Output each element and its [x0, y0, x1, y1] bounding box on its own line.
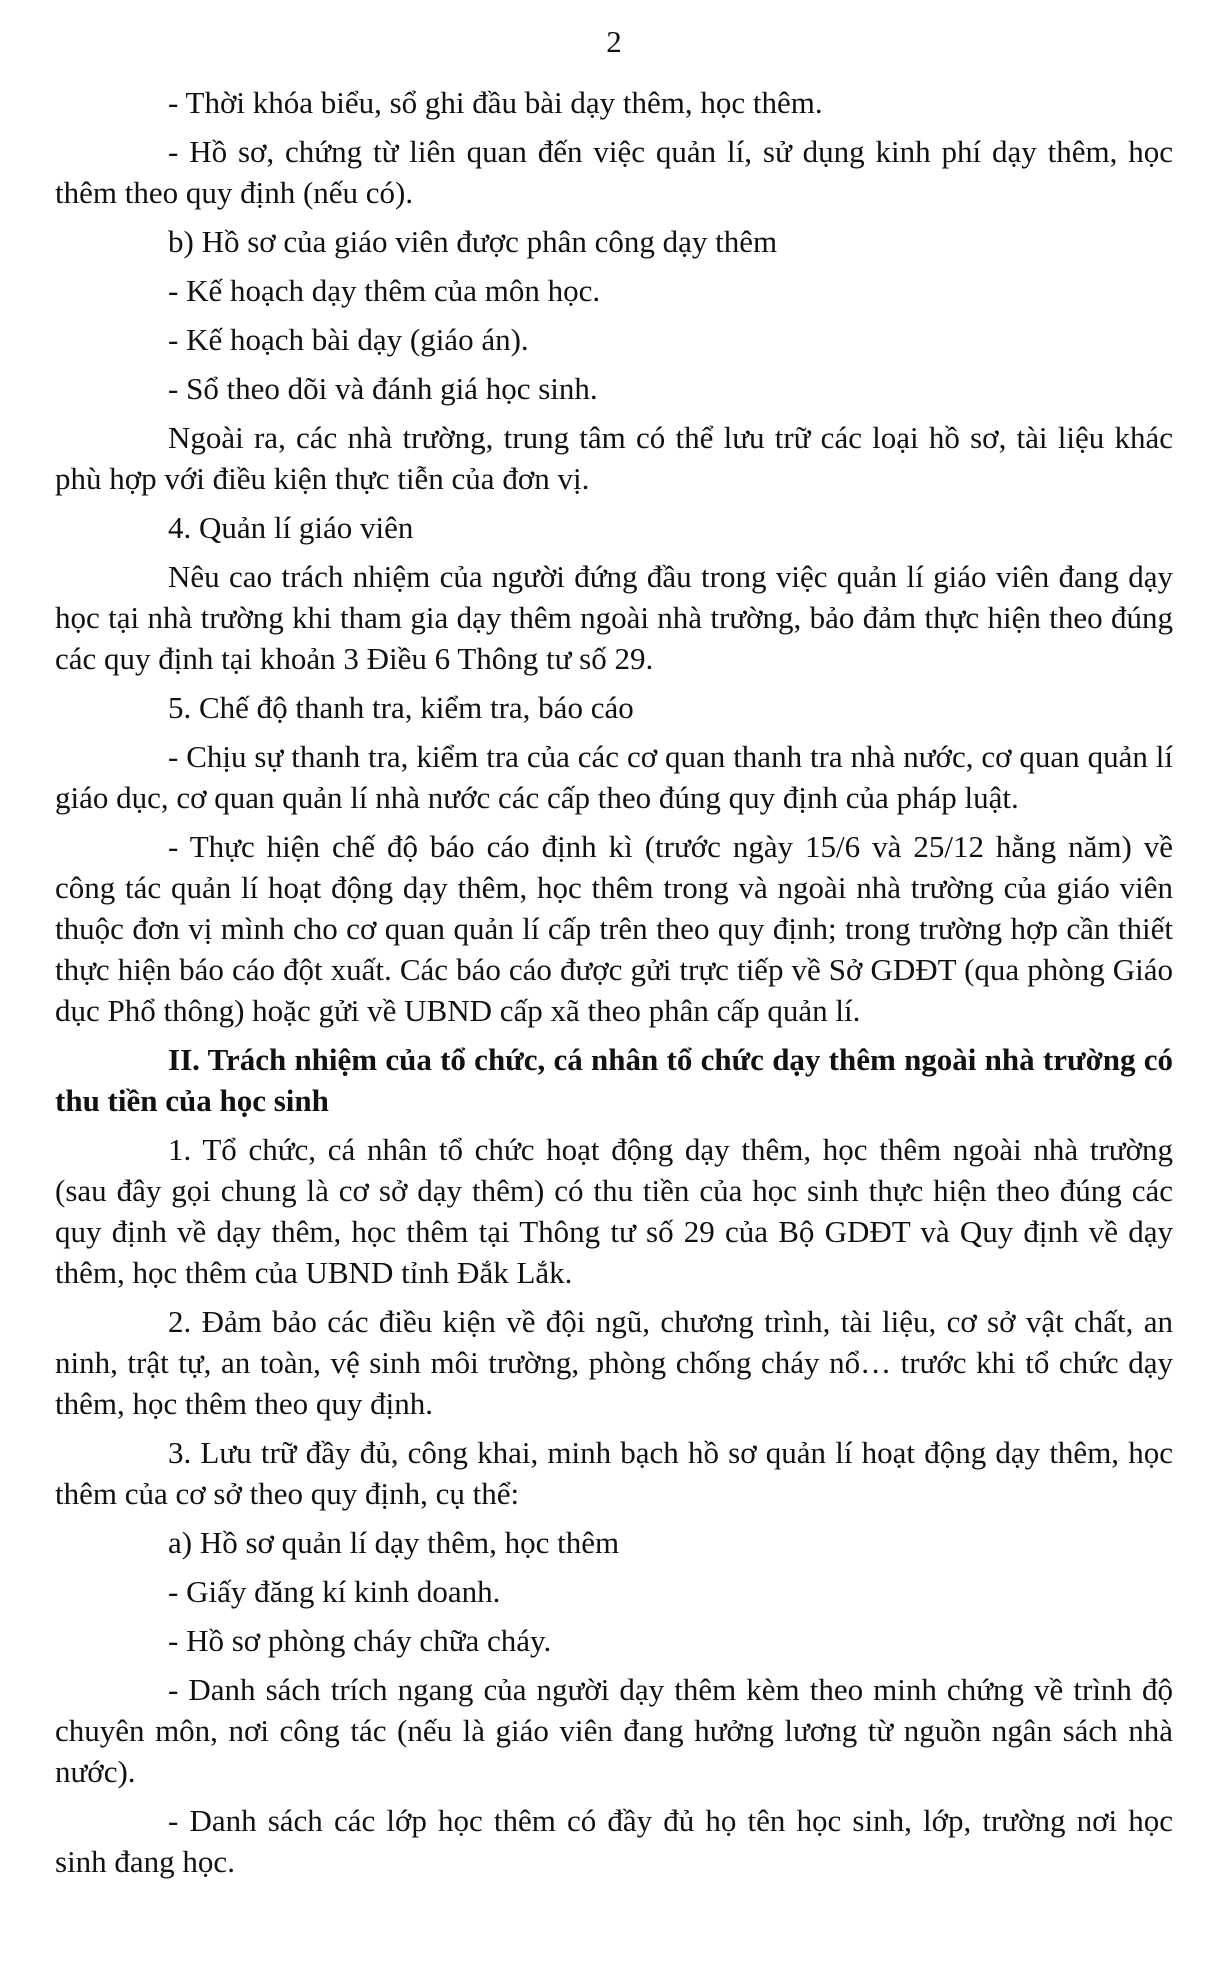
- paragraph: Nêu cao trách nhiệm của người đứng đầu trong việc quản lí giáo viên đang dạy học tại nhà trường khi tham gia dạy thêm ngoài nhà trường, bảo đảm thực hiện theo đúng các quy định tại khoản 3 Điều 6 Thông tư số 29.: [55, 559, 1173, 676]
- paragraph: - Chịu sự thanh tra, kiểm tra của các cơ quan thanh tra nhà nước, cơ quan quản lí giáo dục, cơ quan quản lí nhà nước các cấp theo đúng quy định của pháp luật.: [55, 739, 1173, 815]
- paragraph: - Hồ sơ, chứng từ liên quan đến việc quản lí, sử dụng kinh phí dạy thêm, học thêm theo quy định (nếu có).: [55, 134, 1173, 210]
- document-body: [55, 82, 1173, 1882]
- paragraph: b) Hồ sơ của giáo viên được phân công dạy thêm: [168, 224, 778, 259]
- paragraph: - Hồ sơ phòng cháy chữa cháy.: [168, 1623, 552, 1658]
- page-number: 2: [606, 24, 622, 59]
- paragraph: - Danh sách các lớp học thêm có đầy đủ họ tên học sinh, lớp, trường nơi học sinh đang học.: [55, 1803, 1173, 1879]
- section-heading: 4. Quản lí giáo viên: [168, 510, 414, 545]
- paragraph: 3. Lưu trữ đầy đủ, công khai, minh bạch hồ sơ quản lí hoạt động dạy thêm, học thêm của cơ sở theo quy định, cụ thể:: [55, 1435, 1173, 1511]
- paragraph: - Kế hoạch dạy thêm của môn học.: [168, 273, 601, 308]
- chapter-heading: II. Trách nhiệm của tổ chức, cá nhân tổ chức dạy thêm ngoài nhà trường có thu tiền của học sinh: [55, 1042, 1173, 1118]
- paragraph: 1. Tổ chức, cá nhân tổ chức hoạt động dạy thêm, học thêm ngoài nhà trường (sau đây gọi chung là cơ sở dạy thêm) có thu tiền của học sinh thực hiện theo đúng các quy định về dạy thêm, học thêm tại Thông tư số 29 của Bộ GDĐT và Quy định về dạy thêm, học thêm của UBND tỉnh Đắk Lắk.: [55, 1132, 1173, 1290]
- paragraph: - Danh sách trích ngang của người dạy thêm kèm theo minh chứng về trình độ chuyên môn, nơi công tác (nếu là giáo viên đang hưởng lương từ nguồn ngân sách nhà nước).: [55, 1672, 1173, 1789]
- paragraph: a) Hồ sơ quản lí dạy thêm, học thêm: [168, 1525, 620, 1560]
- paragraph: - Giấy đăng kí kinh doanh.: [168, 1574, 501, 1609]
- paragraph: - Kế hoạch bài dạy (giáo án).: [168, 322, 529, 357]
- paragraph: - Thực hiện chế độ báo cáo định kì (trước ngày 15/6 và 25/12 hằng năm) về công tác quản lí hoạt động dạy thêm, học thêm trong và ngoài nhà trường của giáo viên thuộc đơn vị mình cho cơ quan quản lí cấp trên theo quy định; trong trường hợp cần thiết thực hiện báo cáo đột xuất. Các báo cáo được gửi trực tiếp về Sở GDĐT (qua phòng Giáo dục Phổ thông) hoặc gửi về UBND cấp xã theo phân cấp quản lí.: [55, 829, 1173, 1028]
- paragraph: 2. Đảm bảo các điều kiện về đội ngũ, chương trình, tài liệu, cơ sở vật chất, an ninh, trật tự, an toàn, vệ sinh môi trường, phòng chống cháy nổ… trước khi tổ chức dạy thêm, học thêm theo quy định.: [55, 1304, 1173, 1421]
- paragraph: Ngoài ra, các nhà trường, trung tâm có thể lưu trữ các loại hồ sơ, tài liệu khác phù hợp với điều kiện thực tiễn của đơn vị.: [55, 420, 1173, 496]
- paragraph: - Sổ theo dõi và đánh giá học sinh.: [168, 371, 598, 406]
- section-heading: 5. Chế độ thanh tra, kiểm tra, báo cáo: [168, 690, 634, 725]
- paragraph: - Thời khóa biểu, sổ ghi đầu bài dạy thêm, học thêm.: [168, 85, 823, 120]
